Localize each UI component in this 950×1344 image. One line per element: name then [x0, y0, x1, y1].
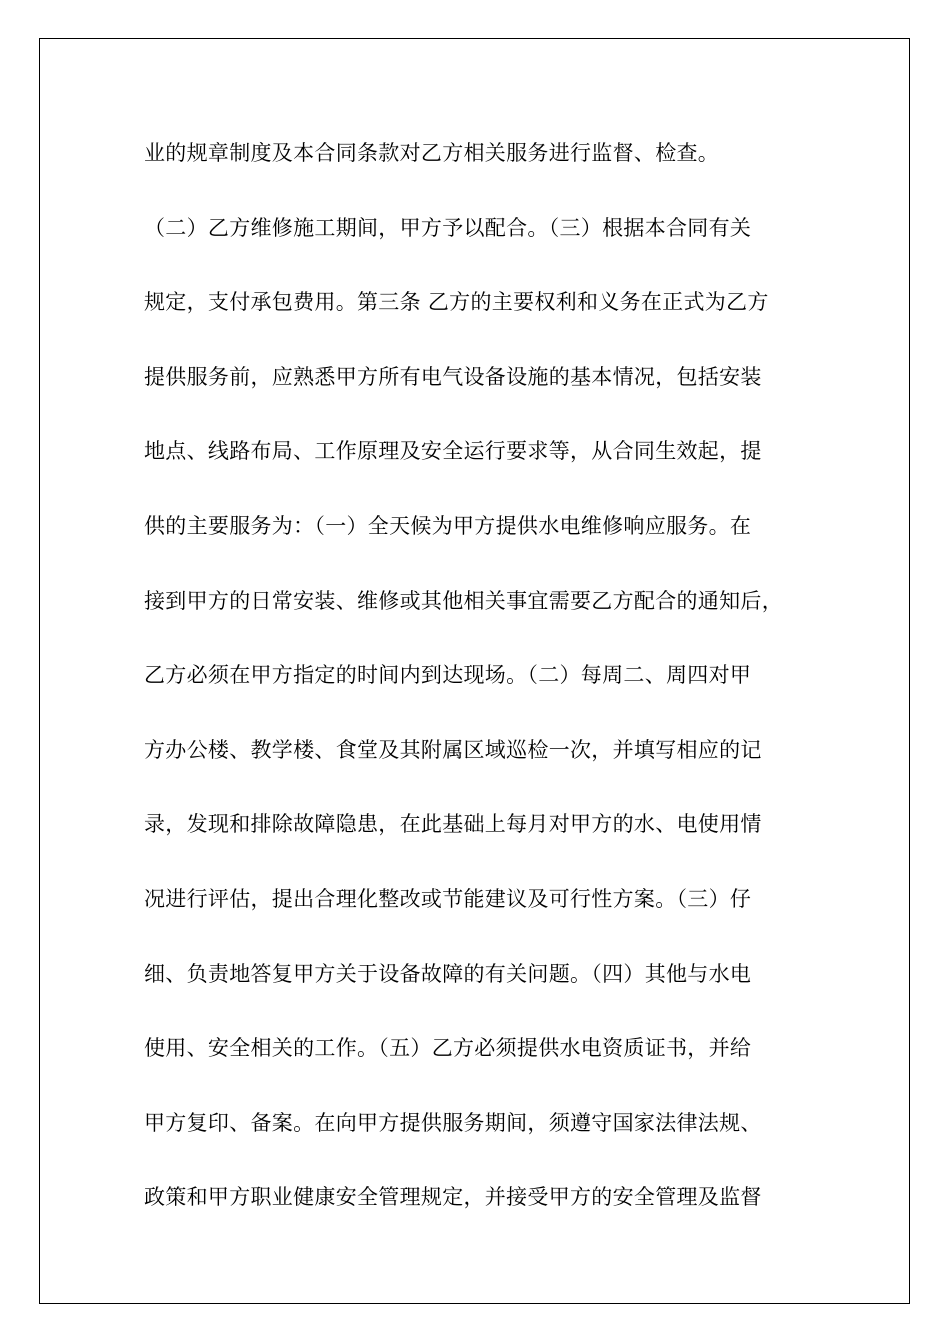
text-line: 使用、安全相关的工作。（五）乙方必须提供水电资质证书，并给 — [144, 1036, 752, 1061]
text-line: 甲方复印、备案。在向甲方提供服务期间，须遵守国家法律法规、 — [144, 1110, 762, 1135]
text-line: 业的规章制度及本合同条款对乙方相关服务进行监督、检查。 — [144, 141, 720, 165]
text-line: 地点、线路布局、工作原理及安全运行要求等，从合同生效起，提 — [144, 439, 762, 464]
text-line: 细、负责地答复甲方关于设备故障的有关问题。（四）其他与水电 — [144, 961, 752, 986]
text-line: 提供服务前，应熟悉甲方所有电气设备设施的基本情况，包括安装 — [144, 364, 762, 389]
text-line: 接到甲方的日常安装、维修或其他相关事宜需要乙方配合的通知后， — [144, 588, 783, 613]
text-line: 况进行评估，提出合理化整改或节能建议及可行性方案。（三）仔 — [144, 886, 752, 911]
text-line: （二）乙方维修施工期间，甲方予以配合。（三）根据本合同有关 — [144, 215, 752, 240]
text-line: 规定，支付承包费用。第三条 乙方的主要权利和义务在正式为乙方 — [144, 290, 769, 315]
text-line: 供的主要服务为：（一）全天候为甲方提供水电维修响应服务。在 — [144, 513, 752, 538]
document-body — [144, 133, 804, 1252]
text-line: 政策和甲方职业健康安全管理规定，并接受甲方的安全管理及监督 — [144, 1185, 762, 1210]
text-line: 乙方必须在甲方指定的时间内到达现场。（二）每周二、周四对甲 — [144, 663, 752, 688]
text-line: 方办公楼、教学楼、食堂及其附属区域巡检一次，并填写相应的记 — [144, 737, 762, 762]
text-line: 录，发现和排除故障隐患，在此基础上每月对甲方的水、电使用情 — [144, 812, 762, 837]
